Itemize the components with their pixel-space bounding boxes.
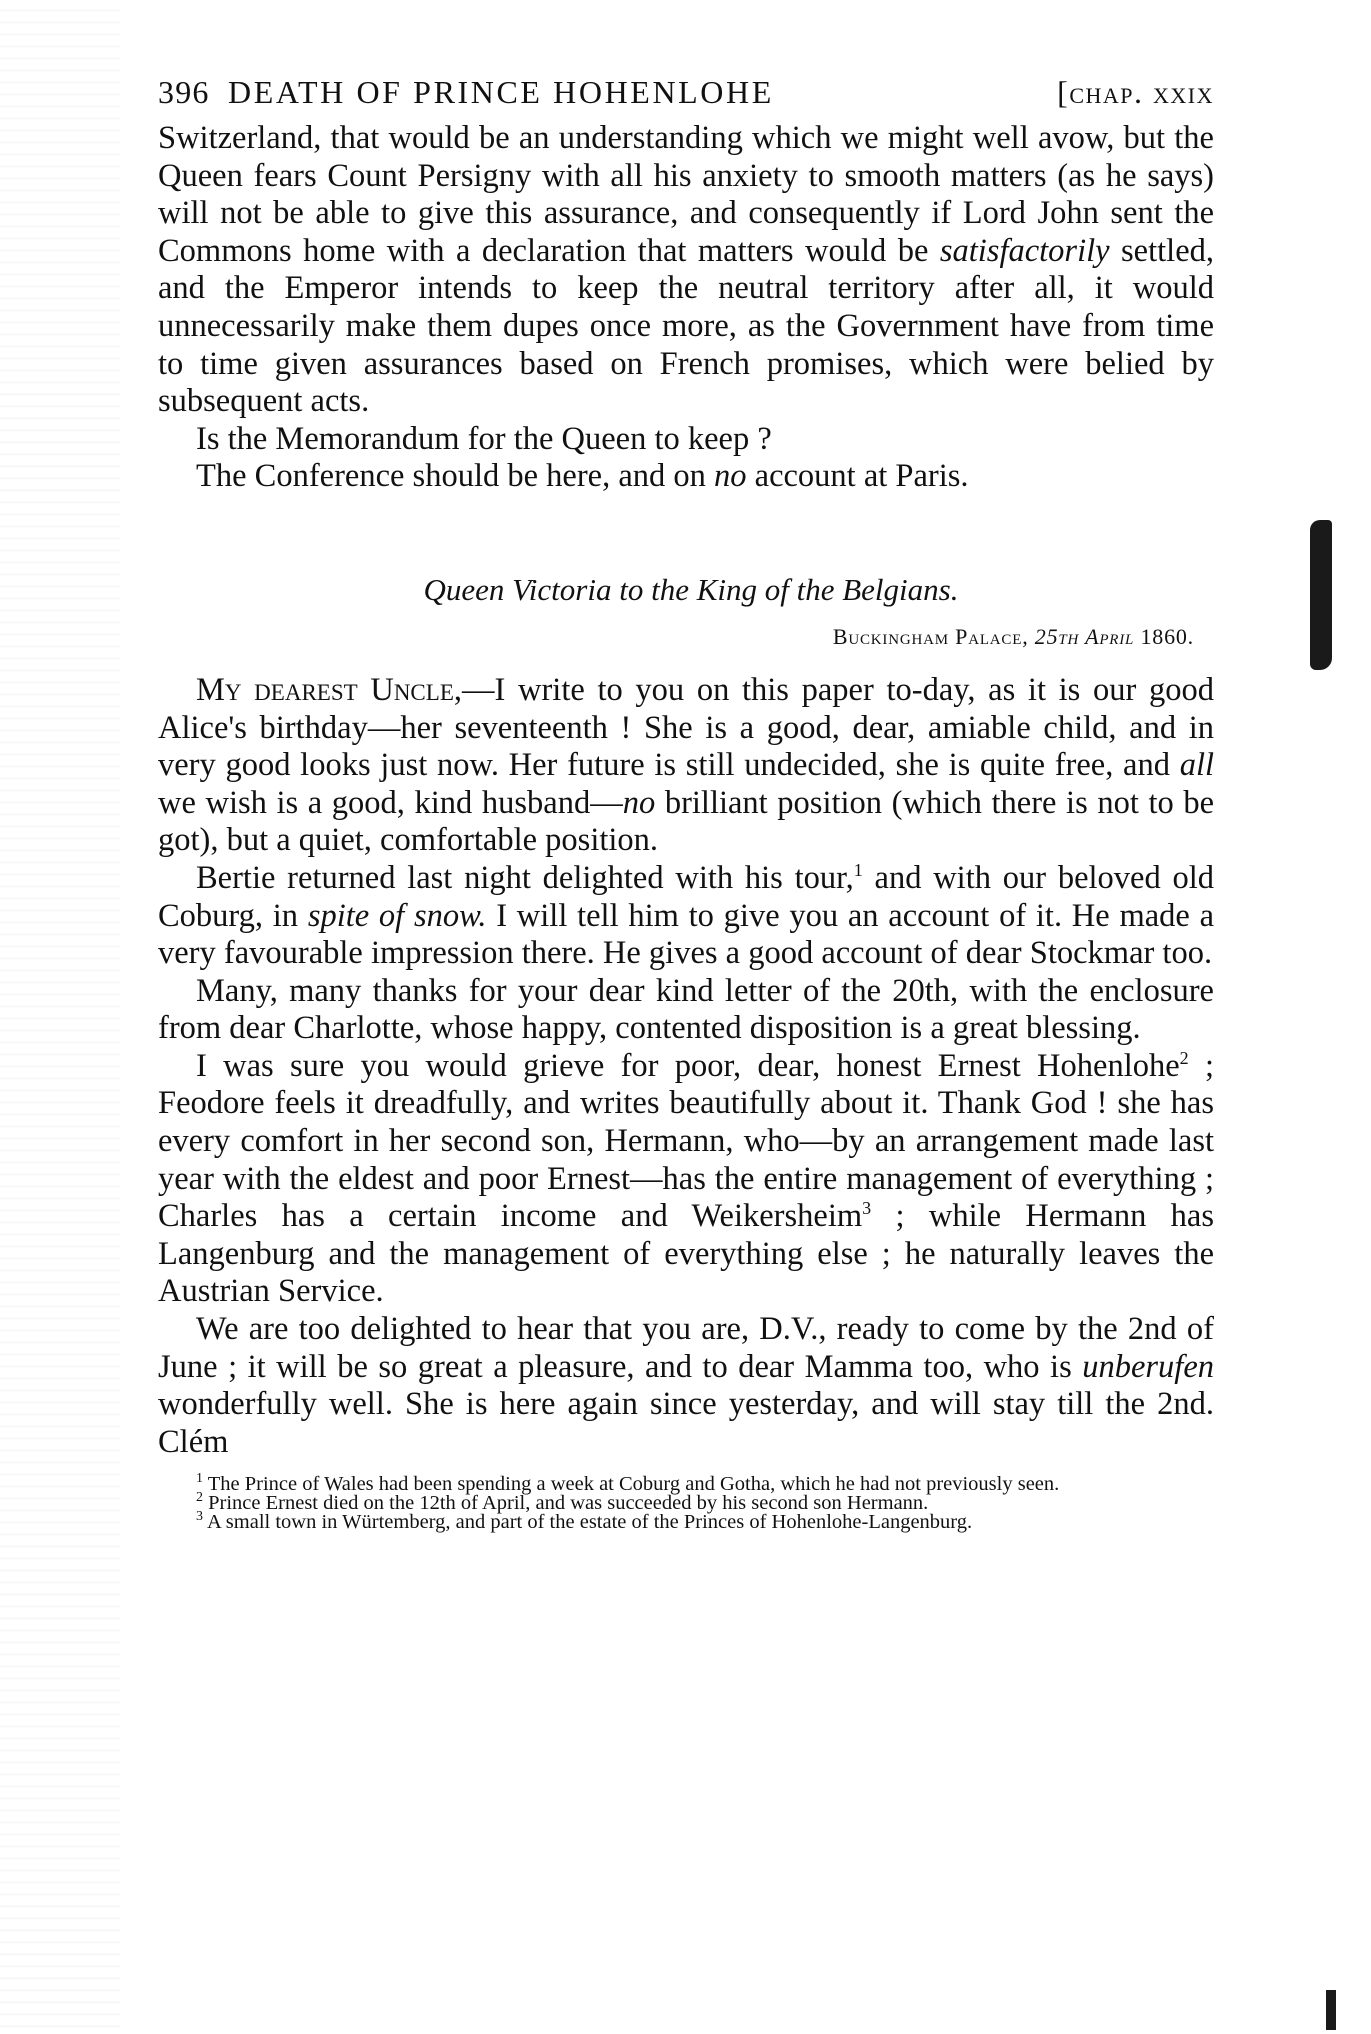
footnote-ref: 1: [853, 860, 863, 881]
chapter-label: [chap. xxix: [1057, 74, 1214, 110]
paragraph: We are too delighted to hear that you are, D.V., ready to come by the 2nd of June ; it will be so great a pleasure, and to dear Mamma too, who is unberufen wonderfully well. She is here again since yesterday, and will stay till the 2nd. Clém: [158, 1311, 1214, 1460]
paragraph: The Conference should be here, and on no account at Paris.: [196, 458, 969, 495]
book-page: [158, 74, 1214, 1532]
scan-margin-speckle: [0, 0, 120, 2034]
footnote-ref: 2: [1179, 1048, 1189, 1069]
paragraph: Bertie returned last night delighted with his tour,$^1$ and with our beloved old Coburg, in spite of snow. I will tell him to give you an account of it. He made a very favourable impression there. He gives a good account of dear Stockmar too.: [158, 859, 1214, 972]
memorandum-continuation: [158, 120, 1214, 496]
footnote: $^2$ Prince Ernest died on the 12th of April, and was succeeded by his second son Hermann.: [196, 1490, 929, 1515]
footnotes: [158, 1471, 1214, 1534]
letter-heading: Queen Victoria to the King of the Belgians.: [423, 571, 959, 607]
letter-body: [158, 672, 1214, 1461]
paragraph: My dearest Uncle,—I write to you on this paper to-day, as it is our good Alice's birthday—her seventeenth ! She is a good, dear, amiable child, and in very good looks just now. Her future is still undecided, she is quite free, and all we wish is a good, kind husband—no brilliant position (which there is not to be got), but a quiet, comfortable position.: [158, 671, 1214, 859]
paragraph: Switzerland, that would be an understanding which we might well avow, but the Queen fears Count Persigny with all his anxiety to smooth matters (as he says) will not be able to give this assurance, and consequently if Lord John sent the Commons home with a declaration that matters would be satisfactorily settled, and the Emperor intends to keep the neutral territory after all, it would unnecessarily make them dupes once more, as the Government have from time to time given assurances based on French promises, which were belied by subsequent acts.: [158, 120, 1214, 420]
paragraph: Is the Memorandum for the Queen to keep ?: [196, 420, 772, 457]
letter-dateline: Buckingham Palace, 25th April 1860.: [832, 623, 1194, 649]
footnote: $^3$ A small town in Würtemberg, and part of the estate of the Princes of Hohenlohe-Langenburg.: [196, 1509, 973, 1534]
running-title: DEATH OF PRINCE HOHENLOHE: [228, 74, 774, 110]
salutation: My dearest Uncle,: [196, 671, 462, 708]
footnote-ref: 3: [862, 1198, 872, 1219]
running-header: [158, 74, 1214, 118]
paragraph: Many, many thanks for your dear kind letter of the 20th, with the enclosure from dear Charlotte, whose happy, contented disposition is a great blessing.: [158, 972, 1214, 1047]
page-number: 396: [158, 74, 210, 110]
paragraph: I was sure you would grieve for poor, dear, honest Ernest Hohenlohe$^2$ ; Feodore feels it dreadfully, and writes beautifully about it. Thank God ! she has every comfort in her second son, Hermann, who—by an arrangement made last year with the eldest and poor Ernest—has the entire management of everything ; Charles has a certain income and Weikersheim$^3$ ; while Hermann has Langenburg and the management of everything else ; he naturally leaves the Austrian Service.: [158, 1047, 1214, 1310]
scan-edge-shadow: [1310, 520, 1332, 670]
scan-edge-mark: [1326, 1990, 1336, 2030]
footnote: $^1$ The Prince of Wales had been spending a week at Coburg and Gotha, which he had not previously seen.: [196, 1471, 1060, 1496]
